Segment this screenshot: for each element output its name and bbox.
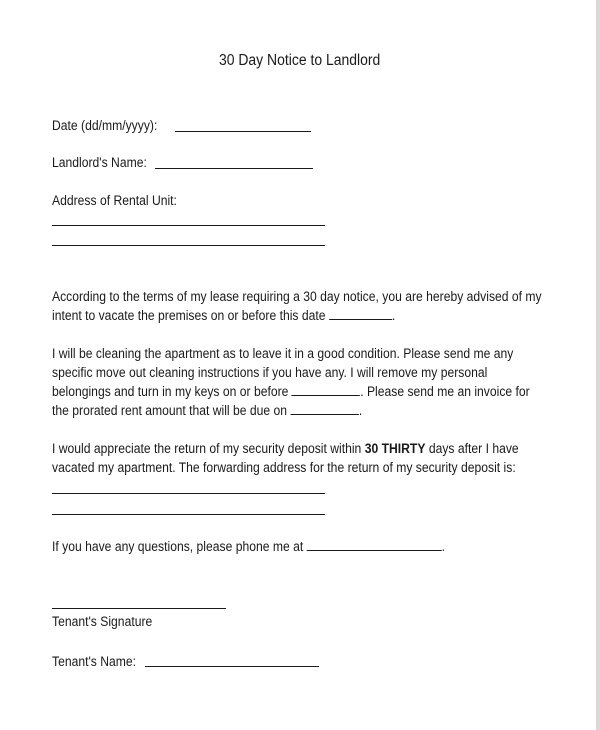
paragraph-3-line-2: vacated my apartment. The forwarding address for the return of my security deposit is: xyxy=(52,460,516,475)
date-blank-line[interactable] xyxy=(175,131,311,132)
prorated-rent-date-blank[interactable] xyxy=(290,413,358,415)
address-blank-line-2[interactable] xyxy=(52,245,325,246)
paragraph-2-line-2: specific move out cleaning instructions if you have any. I will remove my personal xyxy=(52,365,488,380)
phone-line: If you have any questions, please phone me at . xyxy=(52,539,446,554)
paragraph-2-line-3: belongings and turn in my keys on or before . Please send me an invoice for xyxy=(52,384,530,399)
landlord-name-blank-line[interactable] xyxy=(155,168,313,169)
paragraph-3-line-1: I would appreciate the return of my security deposit within 30 THIRTY days after I have xyxy=(52,441,519,456)
keys-return-date-blank[interactable] xyxy=(292,394,360,396)
address-blank-line-1[interactable] xyxy=(52,225,325,226)
address-label: Address of Rental Unit: xyxy=(52,193,177,208)
forwarding-address-line-2[interactable] xyxy=(52,514,325,515)
paragraph-2-line-1: I will be cleaning the apartment as to leave it in a good condition. Please send me any xyxy=(52,346,514,361)
phone-number-blank[interactable] xyxy=(307,549,442,551)
move-out-date-blank[interactable] xyxy=(329,318,392,320)
tenant-name-label: Tenant's Name: xyxy=(52,654,137,669)
paragraph-1-line-2: intent to vacate the premises on or before this date . xyxy=(52,308,396,323)
tenant-name-blank-line[interactable] xyxy=(145,666,319,667)
tenant-signature-label: Tenant's Signature xyxy=(52,614,153,629)
forwarding-address-line-1[interactable] xyxy=(52,493,325,494)
date-label: Date (dd/mm/yyyy): xyxy=(52,118,158,133)
landlord-name-label: Landlord's Name: xyxy=(52,155,147,170)
paragraph-1-line-1: According to the terms of my lease requiring a 30 day notice, you are hereby advised of my xyxy=(52,289,542,304)
document-title: 30 Day Notice to Landlord xyxy=(219,52,381,69)
paragraph-2-line-4: the prorated rent amount that will be due on . xyxy=(52,403,363,418)
signature-blank-line[interactable] xyxy=(52,608,226,609)
